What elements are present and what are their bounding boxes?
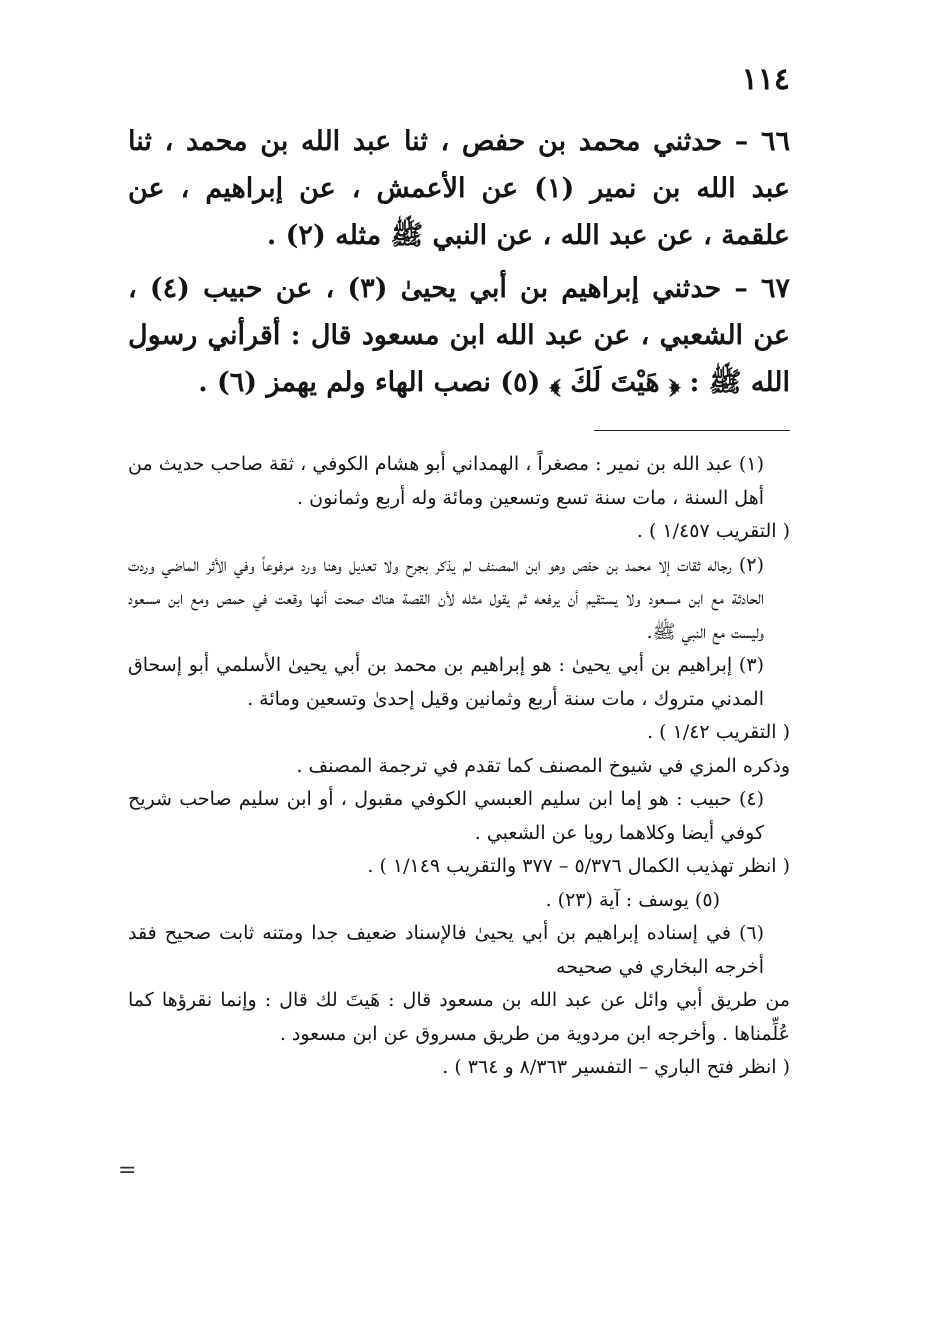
footnote-2: (٢) رجاله ثقات إلا محمد بن حفص وهو ابن المصنف لم يذكر بجرح ولا تعديل وهنا ورد مرفوعاً وفي الأثر الماضي وردت الحادثة مع ابن مسعود ولا يستقيم أن يرفعه ثم يقول مثله لأن القصة هناك صحت أنها وقعت في حمص ومع ابن مسعود وليست مع النبي ﷺ. bbox=[128, 553, 764, 643]
footnote-1: (١) عبد الله بن نمير : مصغراً ، الهمداني أبو هشام الكوفي ، ثقة صاحب حديث من أهل السنة ، مات سنة تسع وتسعين ومائة وله أربع وثمانون . bbox=[128, 453, 764, 509]
footnote-6: (٦) في إسناده إبراهيم بن أبي يحيىٰ فالإسناد ضعيف جدا ومتنه ثابت صحيح فقد أخرجه البخاري في صحيحه bbox=[128, 922, 764, 978]
footnote-5: (٥) يوسف : آية (٢٣) . bbox=[545, 888, 720, 911]
main-text bbox=[128, 118, 790, 412]
hadith-66: ٦٦ – حدثني محمد بن حفص ، ثنا عبد الله بن محمد ، ثنا عبد الله بن نمير (١) عن الأعمش ، عن إبراهيم ، عن علقمة ، عن عبد الله ، عن النبي ﷺ مثله (٢) . bbox=[128, 126, 790, 251]
footnote-6-reference: ( انظر فتح الباري – التفسير ٨/٣٦٣ و ٣٦٤ ) . bbox=[442, 1056, 790, 1078]
page-number: ١١٤ bbox=[741, 62, 790, 97]
footnote-3: (٣) إبراهيم بن أبي يحيىٰ : هو إبراهيم بن محمد بن أبي يحيىٰ الأسلمي أبو إسحاق المدني متروك ، مات سنة أربع وثمانين وقيل إحدىٰ وتسعين ومائة . bbox=[128, 654, 764, 710]
footnote-4: (٤) حبيب : هو إما ابن سليم العبسي الكوفي مقبول ، أو ابن سليم صاحب شريح كوفي أيضا وكلاهما رويا عن الشعبي . bbox=[128, 788, 764, 844]
footnote-6-continued: من طريق أبي وائل عن عبد الله بن مسعود قال : هَيتَ لك قال : وإنما نقرؤها كما عُلِّمناها . وأخرجه ابن مردوية من طريق مسروق عن ابن مسعود . bbox=[128, 989, 790, 1045]
footnote-separator bbox=[594, 430, 790, 431]
footnote-3-reference: ( التقريب ١/٤٢ ) . bbox=[647, 721, 790, 743]
footnotes bbox=[128, 448, 790, 1085]
continuation-mark: = bbox=[118, 1158, 137, 1183]
footnote-1-reference: ( التقريب ١/٤٥٧ ) . bbox=[636, 520, 790, 542]
hadith-67: ٦٧ – حدثني إبراهيم بن أبي يحيىٰ (٣) ، عن حبيب (٤) ، عن الشعبي ، عن عبد الله ابن مسعود قال : أقرأني رسول الله ﷺ : ﴿ هَيْتَ لَكَ ﴾ (٥) نصب الهاء ولم يهمز (٦) . bbox=[128, 273, 790, 398]
footnote-4-reference: ( انظر تهذيب الكمال ٥/٣٧٦ – ٣٧٧ والتقريب ١/١٤٩ ) . bbox=[367, 855, 790, 877]
footnote-3-note: وذكره المزي في شيوخ المصنف كما تقدم في ترجمة المصنف . bbox=[296, 754, 790, 777]
